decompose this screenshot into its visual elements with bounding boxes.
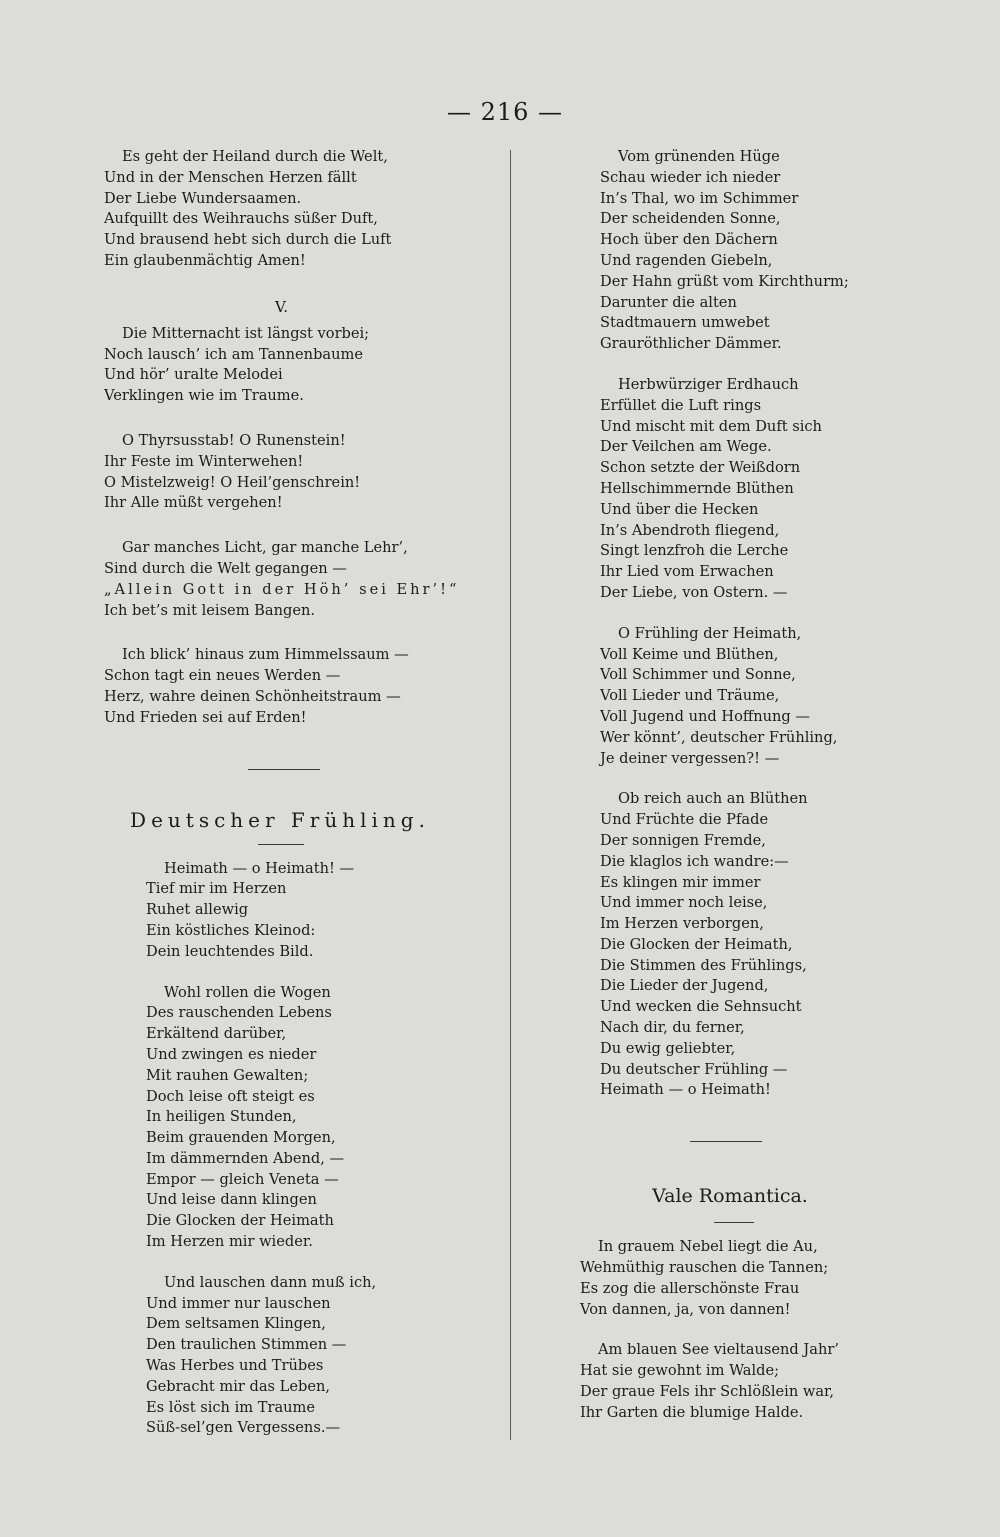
poem-title: Deutscher Frühling. <box>130 807 430 832</box>
verse-line: Und zwingen es nieder <box>146 1045 317 1063</box>
verse-line: In’s Abendroth fliegend, <box>600 521 780 539</box>
stanza <box>580 375 980 604</box>
stanza <box>100 147 500 272</box>
column-divider <box>510 150 511 1440</box>
verse-line: O Thyrsusstab! O Runenstein! <box>122 431 346 449</box>
verse-line: „Allein Gott in der Höh’ sei Ehr’!“ <box>104 580 460 598</box>
verse-line: Tief mir im Herzen <box>146 880 287 898</box>
verse-line: Singt lenzfroh die Lerche <box>600 542 789 560</box>
verse-line: Im Herzen verborgen, <box>600 915 764 933</box>
verse-line: Ihr Alle müßt vergehen! <box>104 494 283 512</box>
verse-line: Die klaglos ich wandre:— <box>600 852 789 870</box>
verse-line: O Frühling der Heimath, <box>618 624 802 642</box>
verse-line: Ob reich auch an Blüthen <box>618 790 808 808</box>
verse-line: Doch leise oft steigt es <box>146 1087 315 1105</box>
verse-line: Ich bet’s mit leisem Bangen. <box>104 601 316 619</box>
verse-line: Die Lieder der Jugend, <box>600 977 769 995</box>
verse-line: Und Frieden sei auf Erden! <box>104 708 307 726</box>
verse-line: Du ewig geliebter, <box>600 1039 736 1057</box>
verse-line: Grauröthlicher Dämmer. <box>600 335 782 353</box>
verse-line: Den traulichen Stimmen — <box>146 1336 347 1354</box>
stanza <box>580 1340 980 1423</box>
verse-line: Herbwürziger Erdhauch <box>618 375 799 393</box>
verse-line: Süß-sel’gen Vergessens.— <box>146 1419 341 1437</box>
verse-line: Es geht der Heiland durch die Welt, <box>122 148 388 165</box>
verse-line: Im dämmernden Abend, — <box>146 1149 345 1167</box>
verse-line: Die Stimmen des Frühlings, <box>600 956 807 974</box>
verse-line: Von dannen, ja, von dannen! <box>580 1300 791 1318</box>
verse-line: Heimath — o Heimath! <box>600 1081 771 1099</box>
verse-line: Empor — gleich Veneta — <box>146 1170 339 1188</box>
verse-line: Der scheidenden Sonne, <box>600 210 781 228</box>
verse-line: Der sonnigen Fremde, <box>600 831 766 849</box>
verse-line: Und leise dann klingen <box>146 1191 317 1209</box>
verse-line: Der Liebe Wundersaamen. <box>104 189 302 207</box>
verse-line: Noch lausch’ ich am Tannenbaume <box>104 345 363 363</box>
verse-line: Je deiner vergessen?! — <box>600 749 780 767</box>
section-separator <box>248 769 320 770</box>
stanza <box>100 431 500 514</box>
verse-line: Und mischt mit dem Duft sich <box>600 417 822 435</box>
verse-line: Dem seltsamen Klingen, <box>146 1315 326 1333</box>
verse-line: Nach dir, du ferner, <box>600 1019 745 1037</box>
verse-line: Und wecken die Sehnsucht <box>600 998 802 1016</box>
verse-line: Des rauschenden Lebens <box>146 1004 332 1022</box>
verse-line: Es klingen mir immer <box>600 873 761 891</box>
verse-line: Voll Jugend und Hoffnung — <box>600 707 810 725</box>
verse-line: Darunter die alten <box>600 293 737 311</box>
verse-line: Gebracht mir das Leben, <box>146 1377 331 1395</box>
verse-line: Ein glaubenmächtig Amen! <box>104 251 306 269</box>
verse-line: In heiligen Stunden, <box>146 1108 297 1126</box>
left-column <box>100 147 500 1439</box>
verse-line: Du deutscher Frühling — <box>600 1060 788 1078</box>
verse-line: In grauem Nebel liegt die Au, <box>598 1238 818 1256</box>
verse-line: Beim grauenden Morgen, <box>146 1129 336 1147</box>
verse-line: Und ragenden Giebeln, <box>600 251 773 269</box>
verse-line: Voll Keime und Blüthen, <box>600 645 779 663</box>
verse-line: Sind durch die Welt gegangen — <box>104 559 347 577</box>
verse-line: Erkältend darüber, <box>146 1025 287 1043</box>
verse-line: Ihr Lied vom Erwachen <box>600 563 774 581</box>
verse-line: Es zog die allerschönste Frau <box>580 1279 800 1297</box>
verse-line: Schon tagt ein neues Werden — <box>104 667 341 685</box>
stanza <box>580 1237 980 1320</box>
verse-line: Hat sie gewohnt im Walde; <box>580 1362 780 1380</box>
verse-line: Gar manches Licht, gar manche Lehr’, <box>122 539 408 557</box>
stanza <box>100 645 500 728</box>
verse-line: Schon setzte der Weißdorn <box>600 459 801 477</box>
verse-line: Am blauen See vieltausend Jahr’ <box>598 1341 839 1359</box>
verse-line: Im Herzen mir wieder. <box>146 1233 313 1251</box>
verse-line: Vom grünenden Hüge <box>618 148 780 165</box>
verse-line: Dein leuchtendes Bild. <box>146 942 314 960</box>
verse-line: Stadtmauern umwebet <box>600 314 770 332</box>
verse-line: Verklingen wie im Traume. <box>104 387 304 405</box>
verse-line: Und hör’ uralte Melodei <box>104 366 283 384</box>
verse-line: Und in der Menschen Herzen fällt <box>104 168 357 186</box>
verse-line: Schau wieder ich nieder <box>600 168 781 186</box>
verse-line: Voll Schimmer und Sonne, <box>600 666 796 684</box>
verse-line: O Mistelzweig! O Heil’genschrein! <box>104 473 361 491</box>
stanza <box>100 324 500 407</box>
section-number: V. <box>275 297 288 316</box>
section-separator <box>690 1141 762 1142</box>
verse-line: Und lauschen dann muß ich, <box>164 1273 377 1291</box>
poem-title: Vale Romantica. <box>652 1185 808 1208</box>
verse-line: Wer könnt’, deutscher Frühling, <box>600 728 838 746</box>
verse-line: Es löst sich im Traume <box>146 1398 316 1416</box>
stanza <box>100 859 500 963</box>
verse-line: Die Mitternacht ist längst vorbei; <box>122 324 370 342</box>
verse-line: Was Herbes und Trübes <box>146 1357 324 1375</box>
verse-line: In’s Thal, wo im Schimmer <box>600 189 799 207</box>
verse-line: Mit rauhen Gewalten; <box>146 1066 309 1084</box>
stanza <box>100 538 500 621</box>
verse-line: Hellschimmernde Blüthen <box>600 479 794 497</box>
title-underline <box>714 1222 754 1223</box>
verse-line: Ihr Garten die blumige Halde. <box>580 1403 804 1421</box>
verse-line: Ein köstliches Kleinod: <box>146 921 316 939</box>
verse-line: Hoch über den Dächern <box>600 231 778 249</box>
verse-line: Ihr Feste im Winterwehen! <box>104 452 304 470</box>
verse-line: Und über die Hecken <box>600 500 759 518</box>
verse-line: Ich blick’ hinaus zum Himmelssaum — <box>122 646 409 664</box>
verse-line: Der graue Fels ihr Schlößlein war, <box>580 1383 835 1401</box>
verse-line: Voll Lieder und Träume, <box>600 687 780 705</box>
verse-line: Herz, wahre deinen Schönheitstraum — <box>104 687 401 705</box>
verse-line: Die Glocken der Heimath, <box>600 935 793 953</box>
stanza <box>580 789 980 1101</box>
page-number: — 216 — <box>446 98 564 126</box>
verse-line: Ruhet allewig <box>146 901 249 919</box>
verse-line: Und immer nur lauschen <box>146 1294 331 1312</box>
verse-line: Der Liebe, von Ostern. — <box>600 583 788 601</box>
right-column <box>580 147 980 1424</box>
verse-line: Und Früchte die Pfade <box>600 811 769 829</box>
verse-line: Aufquillt des Weihrauchs süßer Duft, <box>104 210 378 228</box>
verse-line: Der Hahn grüßt vom Kirchthurm; <box>600 272 849 290</box>
stanza <box>100 1273 500 1439</box>
verse-line: Und brausend hebt sich durch die Luft <box>104 231 392 249</box>
verse-line: Heimath — o Heimath! — <box>164 859 355 877</box>
title-underline <box>258 844 304 845</box>
stanza <box>580 147 980 355</box>
stanza <box>100 983 500 1253</box>
verse-line: Der Veilchen am Wege. <box>600 438 772 456</box>
verse-line: Erfüllet die Luft rings <box>600 396 762 414</box>
verse-line: Wohl rollen die Wogen <box>164 983 331 1001</box>
stanza <box>580 624 980 770</box>
verse-line: Und immer noch leise, <box>600 894 768 912</box>
verse-line: Die Glocken der Heimath <box>146 1212 334 1230</box>
verse-line: Wehmüthig rauschen die Tannen; <box>580 1259 829 1277</box>
